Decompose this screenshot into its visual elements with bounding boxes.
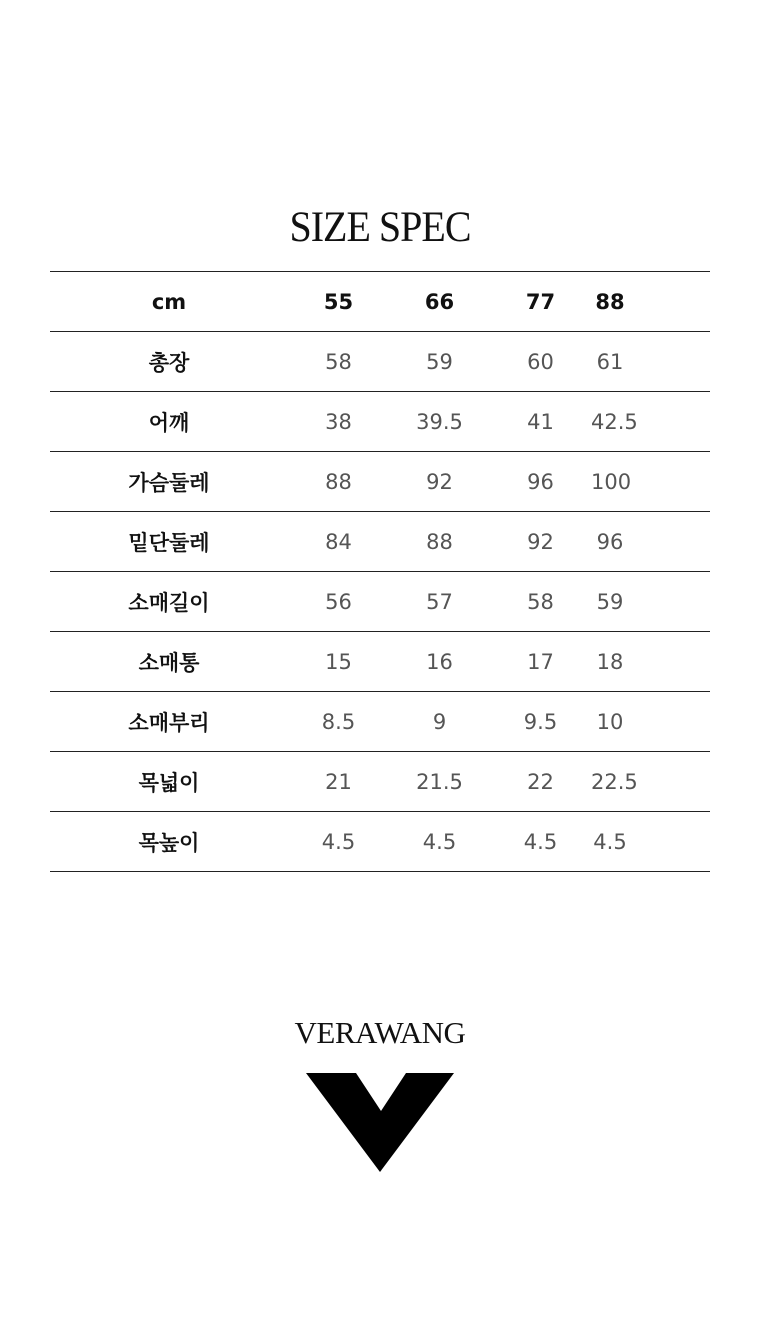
size-header: 55 (323, 289, 354, 314)
measurement-value-text: 100 (591, 469, 632, 494)
measurement-value (591, 512, 710, 572)
measurement-value-text: 59 (596, 589, 624, 614)
measurement-value: 96 (527, 469, 554, 494)
measurement-value: 4.5 (422, 829, 457, 854)
size-spec-table (50, 271, 710, 872)
measurement-value: 88 (426, 529, 453, 554)
measurement-value: 92 (527, 529, 554, 554)
measurement-value-text: 4.5 (593, 829, 627, 854)
table-row (50, 392, 710, 452)
measurement-label: 목높이 (138, 830, 200, 855)
measurement-value (591, 632, 710, 692)
table-row (50, 572, 710, 632)
size-header-text: 88 (595, 289, 625, 314)
measurement-value: 60 (527, 349, 554, 374)
table-row (50, 752, 710, 812)
table-row (50, 812, 710, 872)
size-header (591, 272, 710, 332)
vera-wang-v-mark-icon (306, 1073, 454, 1173)
measurement-label: 소매부리 (128, 710, 210, 735)
size-header: 66 (424, 289, 455, 314)
measurement-value: 58 (527, 589, 554, 614)
measurement-value: 9 (432, 709, 447, 734)
measurement-value: 38 (325, 409, 352, 434)
measurement-value (591, 332, 710, 392)
measurement-value: 88 (325, 469, 352, 494)
measurement-value-text: 22.5 (591, 769, 638, 794)
measurement-value (591, 452, 710, 512)
measurement-label: 어깨 (148, 410, 190, 435)
measurement-value: 57 (426, 589, 453, 614)
table-row (50, 512, 710, 572)
table-row (50, 332, 710, 392)
measurement-value (591, 692, 710, 752)
measurement-value: 4.5 (523, 829, 558, 854)
measurement-value (591, 392, 710, 452)
table-row (50, 632, 710, 692)
measurement-value: 58 (325, 349, 352, 374)
measurement-value: 92 (426, 469, 453, 494)
table-row (50, 452, 710, 512)
measurement-value-text: 18 (596, 649, 624, 674)
measurement-value: 59 (426, 349, 453, 374)
measurement-value: 21 (325, 769, 352, 794)
measurement-label: 밑단둘레 (128, 530, 210, 555)
measurement-value: 16 (426, 649, 453, 674)
measurement-value: 39.5 (416, 409, 463, 434)
measurement-label: 소매통 (138, 650, 200, 675)
size-header: 77 (525, 289, 556, 314)
measurement-value: 4.5 (321, 829, 356, 854)
measurement-value: 21.5 (416, 769, 463, 794)
measurement-value: 84 (325, 529, 352, 554)
unit-header: cm (151, 289, 187, 314)
measurement-value: 15 (325, 649, 352, 674)
measurement-value: 56 (325, 589, 352, 614)
measurement-value: 9.5 (523, 709, 558, 734)
measurement-label: 목넓이 (138, 770, 200, 795)
measurement-value (591, 572, 710, 632)
measurement-label: 가슴둘레 (128, 470, 210, 495)
measurement-value (591, 752, 710, 812)
measurement-value: 8.5 (321, 709, 356, 734)
page-title: SIZE SPEC (289, 201, 471, 251)
measurement-label: 총장 (148, 350, 190, 375)
table-row (50, 692, 710, 752)
measurement-value-text: 61 (596, 349, 624, 374)
measurement-value (591, 812, 710, 872)
measurement-label: 소매길이 (128, 590, 210, 615)
brand-wordmark: VERAWANG (294, 1015, 466, 1050)
table-header-row (50, 272, 710, 332)
measurement-value-text: 96 (596, 529, 624, 554)
measurement-value: 22 (527, 769, 554, 794)
measurement-value: 17 (527, 649, 554, 674)
measurement-value-text: 42.5 (591, 409, 638, 434)
measurement-value: 41 (527, 409, 554, 434)
measurement-value-text: 10 (596, 709, 624, 734)
